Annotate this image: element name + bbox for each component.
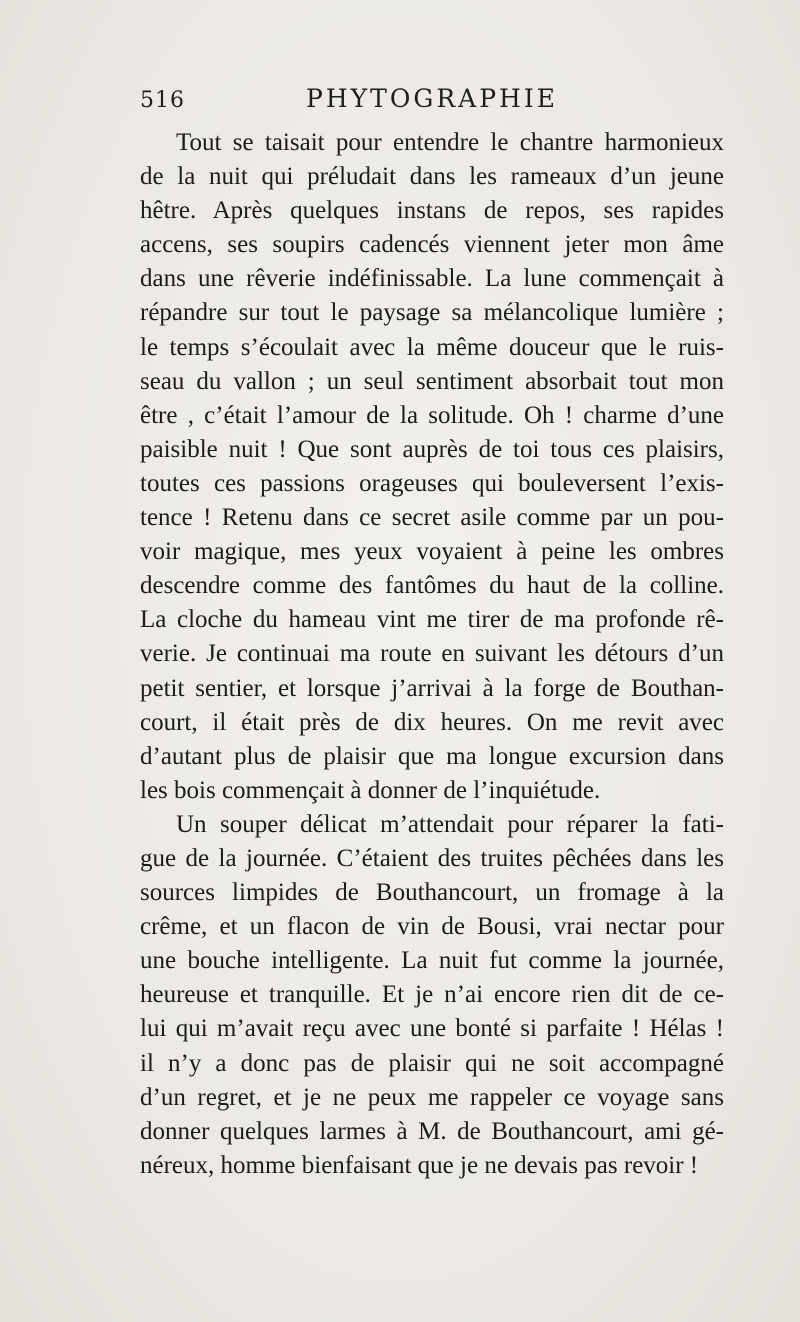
text-line: répandre sur tout le paysage sa mélancolique lumière ; [140,299,724,327]
text-line: sources limpides de Bouthancourt, un fromage à la [140,879,724,907]
text-line: néreux, homme bienfaisant que je ne devais pas revoir ! [140,1151,699,1179]
text-line: d’un regret, et je ne peux me rappeler ce voyage sans [140,1083,724,1111]
running-title: PHYTOGRAPHIE [306,84,558,113]
text-line: hêtre. Après quelques instans de repos, ses rapides [140,197,724,225]
text-line: d’autant plus de plaisir que ma longue excursion dans [140,742,724,770]
text-line: La cloche du hameau vint me tirer de ma profonde rê- [140,606,724,634]
text-line: toutes ces passions orageuses qui bouleversent l’exis- [140,469,724,497]
text-line: court, il était près de dix heures. On me revit avec [140,708,724,736]
body-text [140,126,724,1183]
text-line: il n’y a donc pas de plaisir qui ne soit accompagné [140,1049,724,1077]
text-line: accens, ses soupirs cadencés viennent jeter mon âme [140,231,724,259]
text-line: Un souper délicat m’attendait pour réparer la fati- [176,810,724,838]
text-line: Tout se taisait pour entendre le chantre harmonieux [176,129,724,156]
text-line: tence ! Retenu dans ce secret asile comme par un pou- [140,504,724,532]
text-line: crême, et un flacon de vin de Bousi, vrai nectar pour [140,913,724,941]
text-line: une bouche intelligente. La nuit fut comme la journée, [140,947,724,975]
text-line: les bois commençait à donner de l’inquiétude. [140,776,601,804]
paragraph-1 [140,126,724,808]
text-line: de la nuit qui préludait dans les rameaux d’un jeune [140,163,724,191]
text-line: heureuse et tranquille. Et je n’ai encore rien dit de ce- [140,981,724,1009]
text-line: verie. Je continuai ma route en suivant les détours d’un [140,640,724,668]
text-line: paisible nuit ! Que sont auprès de toi tous ces plaisirs, [140,435,724,463]
text-line: gue de la journée. C’étaient des truites pêchées dans les [140,844,724,872]
text-line: donner quelques larmes à M. de Bouthancourt, ami gé- [140,1117,724,1145]
page-number: 516 [140,88,185,113]
text-line: dans une rêverie indéfinissable. La lune commençait à [140,265,724,293]
text-line: seau du vallon ; un seul sentiment absorbait tout mon [140,367,724,395]
text-line: petit sentier, et lorsque j’arrivai à la forge de Bouthan- [140,674,724,702]
text-line: voir magique, mes yeux voyaient à peine les ombres [140,538,724,566]
text-line: descendre comme des fantômes du haut de la colline. [140,572,724,600]
text-line: être , c’était l’amour de la solitude. Oh ! charme d’une [140,401,724,429]
paragraph-2 [140,808,724,1183]
text-line: le temps s’écoulait avec la même douceur que le ruis- [140,333,724,361]
running-head [140,84,724,120]
text-line: lui qui m’avait reçu avec une bonté si parfaite ! Hélas ! [140,1015,724,1043]
